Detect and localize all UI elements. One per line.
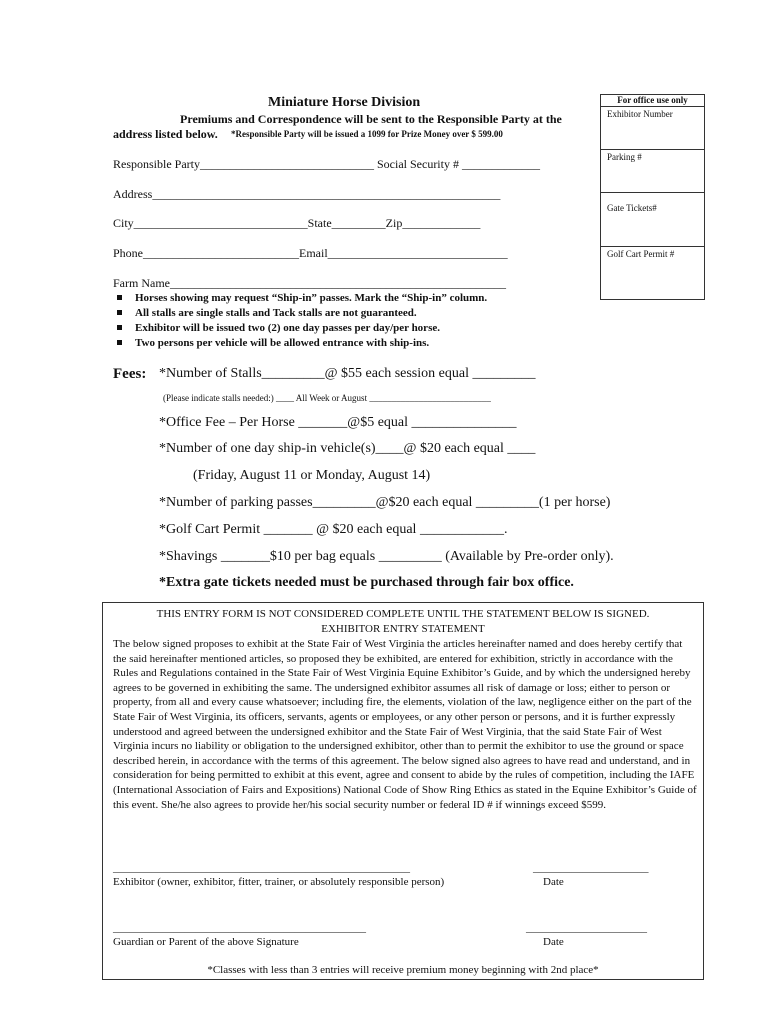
date1-line[interactable]: _____________________ xyxy=(533,862,649,874)
responsible-party-field[interactable]: Responsible Party_____________________________ Social Security # _____________ xyxy=(113,157,540,171)
statement-heading: THIS ENTRY FORM IS NOT CONSIDERED COMPLETE UNTIL THE STATEMENT BELOW IS SIGNED. xyxy=(156,608,650,620)
exhibitor-signature-line[interactable]: ______________________________________________________ xyxy=(113,862,410,874)
office-gate-tickets-label: Gate Tickets# xyxy=(607,203,657,213)
stalls-note[interactable]: (Please indicate stalls needed:) ____ All Week or August ___________________________ xyxy=(163,393,491,403)
office-fee-line[interactable]: *Office Fee – Per Horse _______@$5 equal _______________ xyxy=(159,415,517,430)
extra-gate-tickets-note: *Extra gate tickets needed must be purchased through fair box office. xyxy=(159,575,574,590)
list-item xyxy=(113,306,487,321)
exhibitor-signature-label: Exhibitor (owner, exhibitor, fitter, trainer, or absolutely responsible person) xyxy=(113,876,445,888)
bullet-text: Exhibitor will be issued two (2) one day passes per day/per horse. xyxy=(135,322,440,334)
office-use-title: For office use only xyxy=(601,95,704,107)
date1-label: Date xyxy=(543,876,564,888)
guardian-signature-line[interactable]: ______________________________________________ xyxy=(113,922,366,934)
list-item xyxy=(113,291,487,306)
statement-subheading: EXHIBITOR ENTRY STATEMENT xyxy=(321,623,485,635)
stalls-fee-line[interactable]: *Number of Stalls_________@ $55 each session equal _________ xyxy=(159,366,536,381)
office-exhibitor-number xyxy=(601,107,704,150)
date2-line[interactable]: ______________________ xyxy=(526,922,647,934)
premiums-notice-line2: address listed below. xyxy=(113,127,218,141)
office-parking xyxy=(601,150,704,193)
farm-name-field[interactable]: Farm Name________________________________________________________ xyxy=(113,276,506,290)
guardian-signature-label: Guardian or Parent of the above Signature xyxy=(113,936,299,948)
office-golf-cart xyxy=(601,247,704,298)
office-gate-tickets xyxy=(601,193,704,247)
bullet-icon xyxy=(117,295,122,300)
list-item xyxy=(113,321,487,336)
office-use-box xyxy=(600,94,705,300)
bullet-icon xyxy=(117,310,122,315)
rules-list xyxy=(113,291,487,351)
address-field[interactable]: Address__________________________________________________________ xyxy=(113,187,501,201)
phone-email-field[interactable]: Phone__________________________Email______________________________ xyxy=(113,246,508,260)
classes-footer-note: *Classes with less than 3 entries will receive premium money beginning with 2nd place* xyxy=(207,964,599,976)
office-golf-cart-label: Golf Cart Permit # xyxy=(607,249,675,259)
fees-label: Fees: xyxy=(113,366,147,382)
city-state-zip-field[interactable]: City_____________________________State_________Zip_____________ xyxy=(113,216,481,230)
bullet-text: All stalls are single stalls and Tack stalls are not guaranteed. xyxy=(135,307,417,319)
list-item xyxy=(113,336,487,351)
form-title: Miniature Horse Division xyxy=(268,95,421,110)
bullet-icon xyxy=(117,325,122,330)
shavings-fee-line[interactable]: *Shavings _______$10 per bag equals _________ (Available by Pre-order only). xyxy=(159,549,614,564)
bullet-text: Horses showing may request “Ship-in” passes. Mark the “Ship-in” column. xyxy=(135,292,488,304)
shipin-dates: (Friday, August 11 or Monday, August 14) xyxy=(193,468,431,483)
parking-fee-line[interactable]: *Number of parking passes_________@$20 each equal _________(1 per horse) xyxy=(159,495,611,510)
golf-cart-fee-line[interactable]: *Golf Cart Permit _______ @ $20 each equal ____________. xyxy=(159,522,508,537)
bullet-icon xyxy=(117,340,122,345)
bullet-text: Two persons per vehicle will be allowed entrance with ship-ins. xyxy=(135,337,430,349)
date2-label: Date xyxy=(543,936,564,948)
office-exhibitor-number-label: Exhibitor Number xyxy=(607,109,673,119)
statement-body: The below signed proposes to exhibit at the State Fair of West Virginia the articles hereinafter named and does hereby certify that the said hereinafter mentioned articles, so proposed they be exhibited, are entered for exhibition, strictly in accordance with the Rules and Regulations contained in the State Fair of West Virginia Equine Exhibitor’s Guide, and by which the undersigned hereby agrees to be governed in exhibiting the same. The undersigned exhibitor assumes all risk of damage or loss; either to person or property, from all and every cause whatsoever; including fire, the elements, violation of the law, negligence either on the part of the State Fair of West Virginia, its officers, servants, agents or employees, or any other person or persons, and it is further expressly understood and agreed between the undersigned exhibitor and the State Fair of West Virginia, that the said State Fair of West Virginia incurs no liability or obligation to the undersigned exhibitor, other than to permit the exhibitor to use the ground or space described herein, in accordance with the terms of this agreement. The below signed also agrees to have read and understand, and in consideration for being permitted to exhibit at this event, agree and consent to abide by the rules of competition, including the IAFE (International Association of Fairs and Expositions) National Code of Show Ring Ethics as stated in the Equine Exhibitor’s Guide of this event. She/he also agrees to provide her/his social security number or federal ID # if winnings exceed $599. xyxy=(113,638,697,811)
premiums-notice-line1: Premiums and Correspondence will be sent to the Responsible Party at the xyxy=(180,112,562,126)
shipin-fee-line[interactable]: *Number of one day ship-in vehicle(s)____@ $20 each equal ____ xyxy=(159,441,536,456)
office-parking-label: Parking # xyxy=(607,152,642,162)
note-1099: *Responsible Party will be issued a 1099 for Prize Money over $ 599.00 xyxy=(231,129,503,139)
